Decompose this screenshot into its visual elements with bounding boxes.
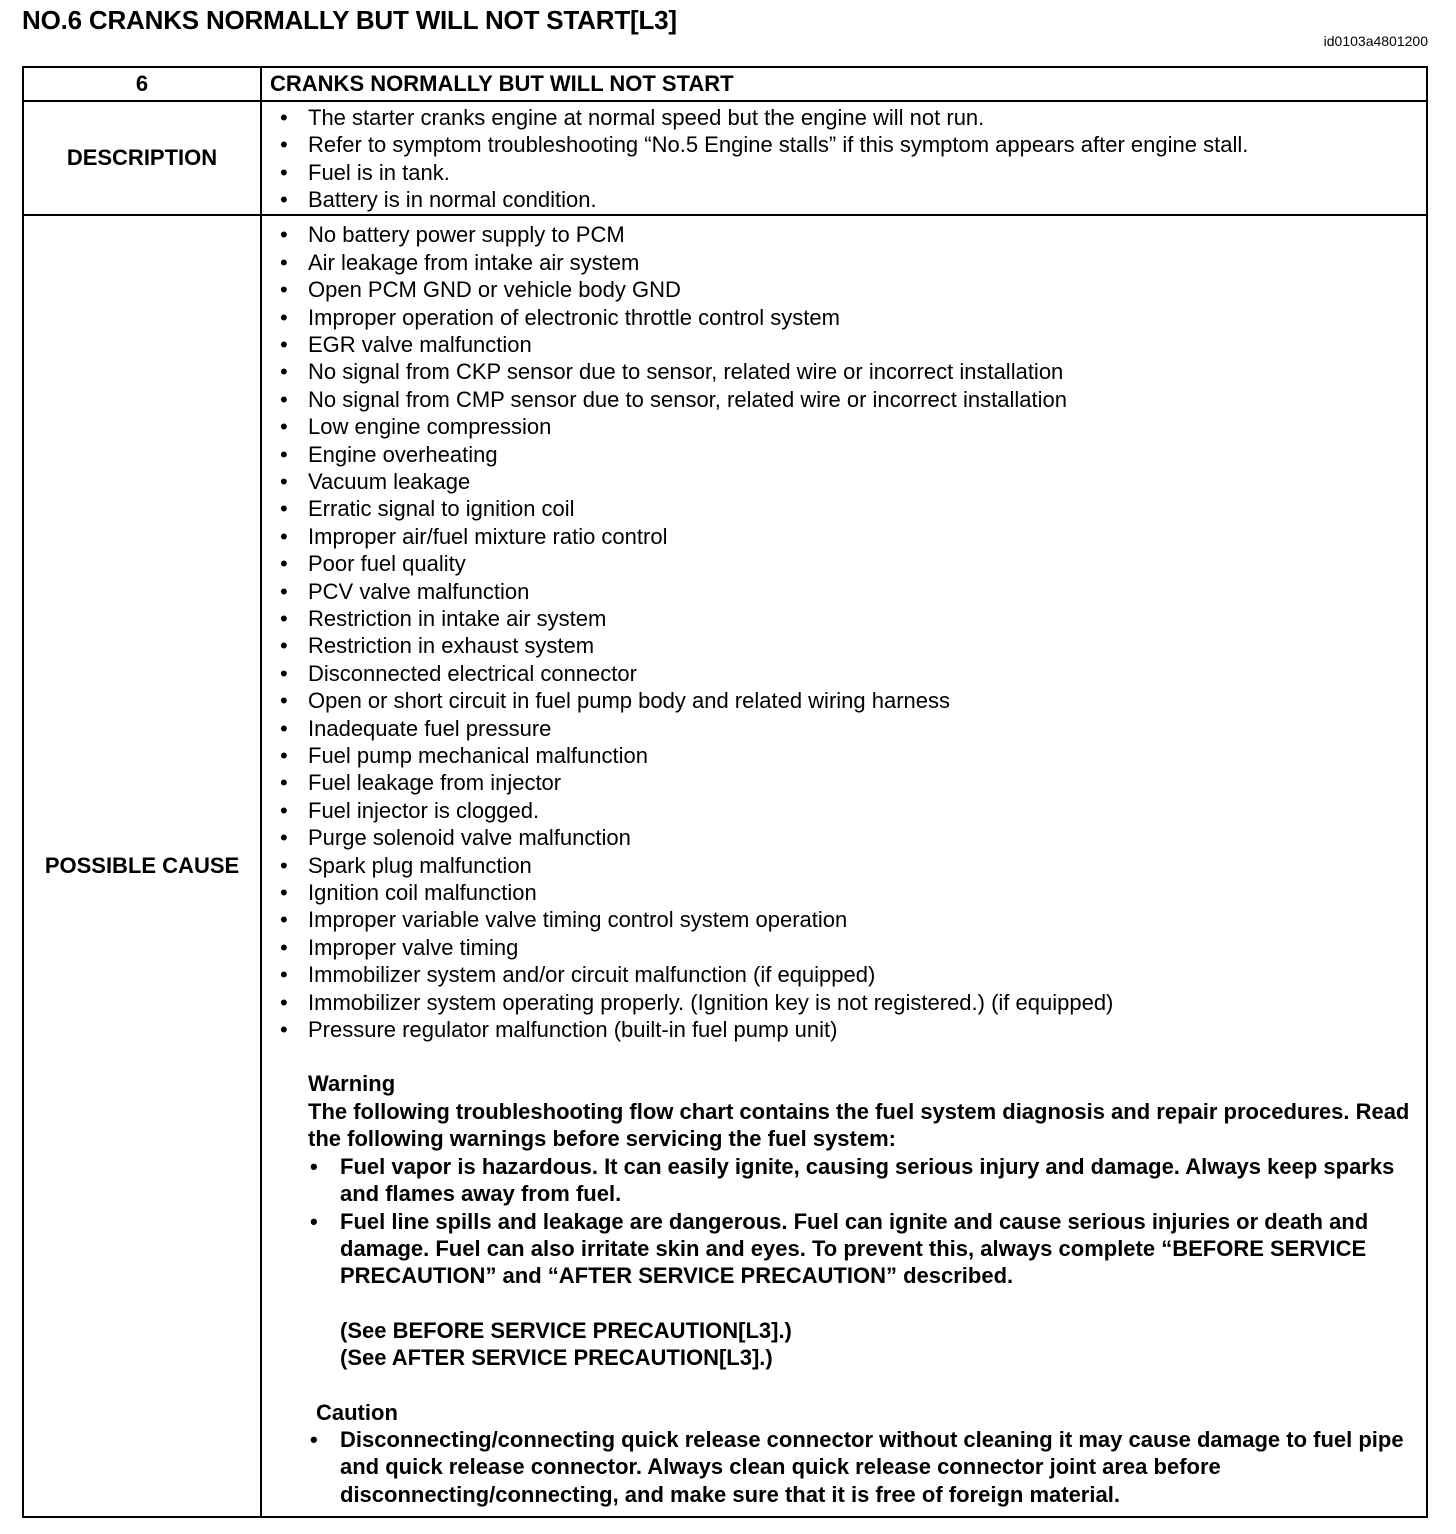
warning-block (308, 1070, 1426, 1371)
warning-list (308, 1153, 1426, 1290)
table-header-row (23, 67, 1427, 101)
spacer (262, 1372, 1426, 1399)
list-item: • Low engine compression (262, 413, 1426, 440)
see-after-service-link[interactable]: (See AFTER SERVICE PRECAUTION[L3].) (340, 1345, 773, 1371)
description-row (23, 101, 1427, 215)
list-item: • PCV valve malfunction (262, 578, 1426, 605)
list-item: • Open PCM GND or vehicle body GND (262, 276, 1426, 303)
list-item: • Spark plug malfunction (262, 852, 1426, 879)
page-title: NO.6 CRANKS NORMALLY BUT WILL NOT START[L3] (22, 5, 677, 35)
list-item: • No battery power supply to PCM (262, 221, 1426, 248)
list-item: • Improper air/fuel mixture ratio control (262, 523, 1426, 550)
list-item: • No signal from CKP sensor due to sensor, related wire or incorrect installation (262, 358, 1426, 385)
description-list (262, 104, 1426, 214)
list-item: • Refer to symptom troubleshooting “No.5 Engine stalls” if this symptom appears after engine stall. (262, 131, 1426, 158)
list-item: • Pressure regulator malfunction (built-in fuel pump unit) (262, 1016, 1426, 1043)
list-item: • Disconnected electrical connector (262, 660, 1426, 687)
possible-cause-label: POSSIBLE CAUSE (23, 215, 261, 1517)
possible-cause-row (23, 215, 1427, 1517)
caution-heading: Caution (316, 1399, 398, 1425)
possible-cause-cell (261, 215, 1427, 1517)
list-item: • Erratic signal to ignition coil (262, 495, 1426, 522)
possible-cause-list (262, 221, 1426, 1043)
list-item: • Immobilizer system operating properly. (Ignition key is not registered.) (if equipped) (262, 989, 1426, 1016)
spacer (308, 1290, 1426, 1317)
see-references (340, 1317, 1426, 1372)
list-item: • Fuel injector is clogged. (262, 797, 1426, 824)
list-item: • No signal from CMP sensor due to sensor, related wire or incorrect installation (262, 386, 1426, 413)
list-item: • Purge solenoid valve malfunction (262, 824, 1426, 851)
list-item: • Air leakage from intake air system (262, 249, 1426, 276)
list-item: • Improper valve timing (262, 934, 1426, 961)
list-item: • The starter cranks engine at normal speed but the engine will not run. (262, 104, 1426, 131)
list-item: • Engine overheating (262, 441, 1426, 468)
list-item: • Vacuum leakage (262, 468, 1426, 495)
list-item: • EGR valve malfunction (262, 331, 1426, 358)
list-item: • Inadequate fuel pressure (262, 715, 1426, 742)
document-id: id0103a4801200 (1323, 33, 1428, 49)
list-item: • Fuel leakage from injector (262, 769, 1426, 796)
list-item: • Poor fuel quality (262, 550, 1426, 577)
description-label: DESCRIPTION (23, 101, 261, 215)
spacer (262, 1043, 1426, 1070)
caution-block (308, 1399, 1426, 1509)
list-item: • Improper variable valve timing control system operation (262, 906, 1426, 933)
list-item: • Fuel pump mechanical malfunction (262, 742, 1426, 769)
warning-heading: Warning (308, 1071, 396, 1097)
list-item: • Fuel is in tank. (262, 159, 1426, 186)
list-item: • Open or short circuit in fuel pump body and related wiring harness (262, 687, 1426, 714)
list-item: • Restriction in intake air system (262, 605, 1426, 632)
list-item: • Disconnecting/connecting quick release connector without cleaning it may cause damage to fuel pipe and quick release connector. Always clean quick release connector joint area before disconnecting/connecting, and make sure that it is free of foreign material. (308, 1426, 1426, 1508)
list-item: • Improper operation of electronic throttle control system (262, 304, 1426, 331)
symptom-number: 6 (23, 67, 261, 101)
description-cell (261, 101, 1427, 215)
list-item: • Fuel vapor is hazardous. It can easily ignite, causing serious injury and damage. Always keep sparks and flames away from fuel. (308, 1153, 1426, 1208)
warning-intro: The following troubleshooting flow chart contains the fuel system diagnosis and repair procedures. Read the following warnings before servicing the fuel system: (308, 1098, 1410, 1152)
list-item: • Fuel line spills and leakage are dangerous. Fuel can ignite and cause serious injuries or death and damage. Fuel can also irritate skin and eyes. To prevent this, always complete “BEFORE SERVICE PRECAUTION” and “AFTER SERVICE PRECAUTION” described. (308, 1208, 1426, 1290)
list-item: • Ignition coil malfunction (262, 879, 1426, 906)
symptom-title: CRANKS NORMALLY BUT WILL NOT START (261, 67, 1427, 101)
symptom-table (22, 66, 1428, 1518)
list-item: • Battery is in normal condition. (262, 186, 1426, 213)
list-item: • Immobilizer system and/or circuit malfunction (if equipped) (262, 961, 1426, 988)
see-before-service-link[interactable]: (See BEFORE SERVICE PRECAUTION[L3].) (340, 1317, 792, 1343)
caution-list (308, 1426, 1426, 1508)
list-item: • Restriction in exhaust system (262, 632, 1426, 659)
